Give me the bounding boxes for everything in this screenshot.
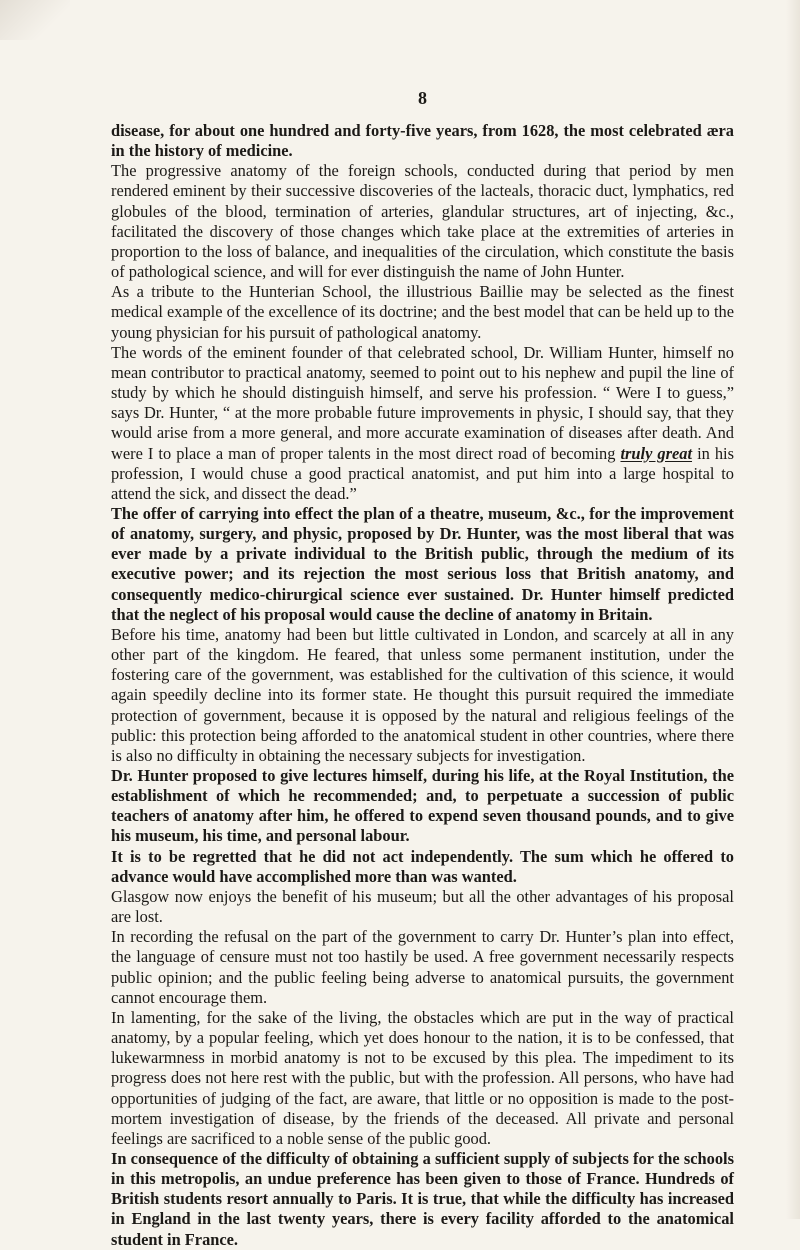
- paragraph: [111, 343, 734, 504]
- paragraph: [111, 847, 734, 887]
- paragraph: [111, 887, 734, 927]
- paragraph: [111, 625, 734, 766]
- paragraph-text: The words of the eminent founder of that celebrated school, Dr. William Hunter, himself no mean contributor to practical anatomy, seemed to point out to his nephew and pupil the line of study by which he should distinguish himself, and serve his profession. “ Were I to guess,” says Dr. Hunter, “ at the more probable future improvements in physic, I should say, that they would arise from a more general, and more accurate examination of diseases after death. And were I to place a man of proper talents in the most direct road of becoming: [111, 342, 734, 463]
- paragraph-text: The offer of carrying into effect the plan of a theatre, museum, &c., for the improvement of anatomy, surgery, and physic, proposed by Dr. Hunter, was the most liberal that was ever made by a private individual to the British public, through the medium of its executive power; and its rejection the most serious loss that British anatomy, and consequently medico-chirurgical science ever sustained. Dr. Hunter himself predicted that the neglect of his proposal would cause the decline of anatomy in Britain.: [111, 503, 734, 624]
- paragraph-text: in his profession, I would chuse a good practical anatomist, and put him into a large hospital to attend the sick, and dissect the dead.”: [111, 443, 734, 503]
- paragraph: [111, 927, 734, 1008]
- body-text: [111, 121, 734, 1250]
- paragraph-text: In consequence of the difficulty of obtaining a sufficient supply of subjects for the schools in this metropolis, an undue preference has been given to those of France. Hundreds of British students resort annually to Paris. It is true, that while the difficulty has increased in England in the last twenty years, there is every facility afforded to the anatomical student in France.: [111, 1148, 734, 1249]
- paragraph: [111, 1008, 734, 1149]
- paragraph: [111, 161, 734, 282]
- emphasized-text: truly great: [620, 443, 693, 463]
- paragraph-text: The progressive anatomy of the foreign schools, conducted during that period by men rendered eminent by their successive discoveries of the lacteals, thoracic duct, lymphatics, red globules of the blood, termination of arteries, glandular structures, art of injecting, &c., facilitated the discovery of those changes which take place at the extremities of arteries in proportion to the loss of balance, and inequalities of the circulation, which constitute the basis of pathological science, and will for ever distinguish the name of John Hunter.: [111, 161, 734, 282]
- paragraph: [111, 504, 734, 625]
- paragraph: [111, 282, 734, 342]
- paragraph: [111, 121, 734, 161]
- paragraph-text: disease, for about one hundred and forty-five years, from 1628, the most celebrated æra in the history of medicine.: [111, 121, 734, 161]
- paragraph-text: Dr. Hunter proposed to give lectures himself, during his life, at the Royal Institution, the establishment of which he recommended; and, to perpetuate a succession of public teachers of anatomy after him, he offered to expend seven thousand pounds, and to give his museum, his time, and personal labour.: [111, 766, 734, 846]
- paragraph-text: Before his time, anatomy had been but little cultivated in London, and scarcely at all in any other part of the kingdom. He feared, that unless some permanent institution, under the fostering care of the government, was established for the cultivation of this science, it would again speedily decline into its former state. He thought this pursuit required the immediate protection of government, because it is opposed by the natural and religious feelings of the public: this protection being afforded to the anatomical student in other countries, where there is also no difficulty in obtaining the necessary subjects for investigation.: [111, 624, 734, 765]
- paragraph-text: Glasgow now enjoys the benefit of his museum; but all the other advantages of his proposal are lost.: [111, 886, 734, 927]
- paragraph-text: In lamenting, for the sake of the living, the obstacles which are put in the way of practical anatomy, by a popular feeling, which yet does honour to the nation, it is to be confessed, that lukewarmness in morbid anatomy is not to be excused by this plea. The impediment to its progress does not here rest with the public, but with the profession. All persons, who have had opportunities of judging of the fact, are aware, that little or no opposition is made to the post-mortem investigation of disease, by the friends of the deceased. All private and personal feelings are sacrificed to a noble sense of the public good.: [111, 1007, 734, 1148]
- paragraph-text: It is to be regretted that he did not act independently. The sum which he offered to advance would have accomplished more than was wanted.: [111, 846, 734, 886]
- paragraph: [111, 1149, 734, 1250]
- paragraph: [111, 766, 734, 847]
- paragraph-text: As a tribute to the Hunterian School, the illustrious Baillie may be selected as the finest medical example of the excellence of its doctrine; and the best model that can be held up to the young physician for his pursuit of pathological anatomy.: [111, 282, 734, 342]
- page-number: 8: [418, 88, 427, 108]
- paragraph-text: In recording the refusal on the part of the government to carry Dr. Hunter’s plan into effect, the language of censure must not too hastily be used. A free government necessarily respects public opinion; and the public feeling being adverse to anatomical pursuits, the government cannot encourage them.: [111, 927, 734, 1007]
